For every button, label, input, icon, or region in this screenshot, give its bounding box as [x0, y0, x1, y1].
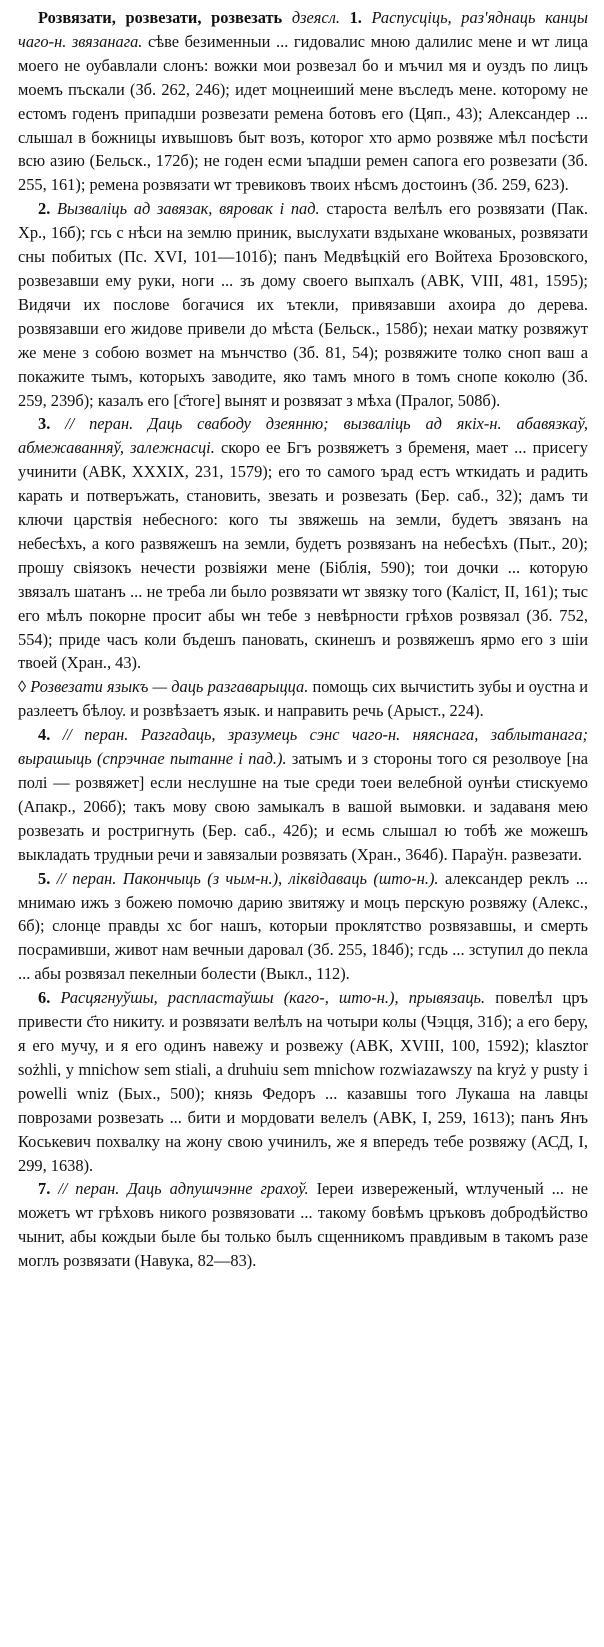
- sense-number: 4.: [38, 725, 51, 745]
- sense-definition: Вызваліць ад завязак, вяровак і пад.: [57, 199, 320, 219]
- idiom-citations: помощь сих вычистить зубы и оустна и разлеетъ бѣлоу. и розвѣзаетъ язык. и направить речь (Арыст., 224).: [18, 677, 588, 721]
- sense-7: [18, 1177, 588, 1273]
- sense-citations: сѣве безименныи ... гидовалис мною далилис мене и ѡт лица моего не оубавлали слонъ: вожки мои розвезал бо и мъчил мя и оуздъ по лицъ моемъ пъскали (Зб. 262, 246); идет моцнеиший мене въследъ мене. которому не естомъ годенъ припадши розвезати ремена ботовъ его (Цяп., 43); Александер ... слышал в божницы иɤвышовъ быт возъ, которог хто армо розвяже мѣл посѣсти всю азию (Бельск., 172б); не годен есми ъпадши ремен сапога его розвезати (Зб. 255, 161); ремена розвязати ѡт тревиковъ твоих нѣсмъ достоинъ (Зб. 259, 623).: [18, 31, 589, 195]
- sense-2: [18, 197, 588, 412]
- idiom-block: [18, 675, 588, 723]
- headword: Розвязати, розвезати, розвезать: [38, 8, 283, 27]
- sense-1: [18, 6, 588, 197]
- sense-definition: // перан. Пакончыць (з чым-н.), ліквідаваць (што-н.).: [56, 868, 439, 888]
- sense-definition: Распусціць, раз'яднаць канцы чаго-н. звязанага.: [18, 8, 588, 51]
- sense-number: 6.: [38, 988, 51, 1008]
- sense-3: [18, 412, 588, 675]
- sense-5: [18, 867, 588, 987]
- sense-4: [18, 723, 588, 866]
- sense-citations: александер реклъ ... мнимаю ижъ з божею помочю дарию звитяжу и моцъ перскую розвяжу (Алекс., 6б); слонце правды хс бог нашъ, которыи проклятство розвязавшы, и смерть посрамивши, живот нам вечныи даровал (Зб. 255, 184б); гсдь ... зступил до пекла ... абы розвязал пекелныи болести (Выкл., 112).: [18, 868, 589, 984]
- sense-definition: // перан. Разгадаць, зразумець сэнс чаго-н. няяснага, заблытанага; вырашыць (спрэчнае пытанне і пад.).: [18, 725, 588, 769]
- sense-number: 5.: [38, 868, 51, 888]
- sense-number: 1.: [349, 8, 362, 27]
- sense-citations: староста велѣлъ его розвязати (Пак. Хр., 16б); гсь с нѣси на землю приник, выслухати вздыхане ѡкованых, розвязати сны побитых (Пс. XVI, 101—101б); панъ Медвѣцкій его Войтеха Брозовского, розвезавши ему руки, ноги ... зъ дому своего выпхалъ (АВК, VIII, 481, 1595); Видячи их послове богачися их ътекли, привязавши ахоира до дерева. розвязавши его жидове привели до мѣста (Бельск., 158б); нехаи матку розвяжут же мене з собою возмет на мънчство (Зб. 81, 54); розвяжите толко сноп ваш а покажите тымъ, которыхъ заводите, яко тамъ много в томъ снопе коколю (Зб. 259, 239б); казалъ его [с҃тоге] вынят и розвязат з мѣха (Пралог, 508б).: [18, 199, 588, 410]
- part-of-speech: дзеясл.: [291, 8, 340, 27]
- sense-6: [18, 986, 588, 1177]
- sense-definition: Расцягнуўшы, распластаўшы (каго-, што-н.), прывязаць.: [60, 988, 486, 1008]
- sense-citations: Iереи извереженый, ѡтлученый ... не можетъ ѡт грѣховъ никого розвязовати ... такому бовѣмъ цръковъ добродѣйство чынит, абы кождыи быле бы только былъ сщенникомъ правдивым в такомъ разе моглъ розвязати (Навука, 82—83).: [18, 1179, 588, 1271]
- sense-number: 2.: [38, 199, 51, 219]
- sense-number: 3.: [38, 414, 51, 434]
- sense-citations: скоро ее Бгъ розвяжетъ з бременя, мает ... присегу учинити (АВК, XXXIX, 231, 1579); его то самого ърад естъ ѡткидать и радить карать и потверъжать, становить, звезать и розвезать (Бер. саб., 32); дамъ ти ключи царствія небесного: кого ты звяжешь на земли, будетъ звязанъ на небесѣхъ, а кого развяжешъ на земли, будетъ розвязанъ на небесѣхъ (Пыт., 20); прошу свіязокъ нечести розвіяжи мене (Біблія, 590); тои дочки ... которую звязалъ шатанъ ... не треба ли было розвязати ѡт звязку того (Каліст, II, 161); тыс его мѣлъ покорне просит абы ѡн тебе з невѣрности грѣхов розвязал (Зб. 752, 554); приде часъ коли бъдешъ пановать, скинешъ и розвяжешъ ярмо его з шіи твоей (Хран., 43).: [18, 438, 588, 673]
- sense-definition: // перан. Даць адпушчэнне грахоў.: [58, 1179, 309, 1199]
- sense-number: 7.: [38, 1179, 51, 1199]
- sense-citations: затымъ и з стороны того ся резолвоуе [на полі — розвяжет] если неслушне на тые среди тоеи велебной оунѣи стискуемо (Апакр., 206б); такъ мову свою замыкалъ в вашой вымовки. и задаваня мею розвезать и ростригнуть (Бер. саб., 42б); и есмь слышал ю тобѣ же можешъ выкладать трудныи речи и завязалыи розвязать (Хран., 364б). Параўн. развезати.: [18, 749, 588, 864]
- sense-citations: повелѣл цръ привести с҃то никиту. и розвязати велѣлъ на чотыри колы (Чэцця, 31б); а его беру, я его мучу, и я его одинъ навежу и розвежу (АВК, XVIII, 100, 1592); klasztor sożhli, y mnichow sem stiali, a druhuiu sem mnichow rozwiazawszy na kryż y pusty i powelli wniz (Бых., 500); князь Федоръ ... казавшы того Лукаша на лавцы поврозами розвезать ... бити и мордовати велелъ (АВК, I, 259, 1613); панъ Янъ Коськевич похвалку на жону свою учинилъ, же я впередъ тебе розвяжу (АСД, I, 299, 1638).: [18, 988, 588, 1175]
- sense-definition: // перан. Даць свабоду дзеянню; вызваліць ад якіх-н. абавязкаў, абмежаванняў, залежнасці.: [18, 414, 588, 458]
- idiom-definition: ◊ Розвезати языкъ — даць разгаварыцца.: [18, 677, 309, 697]
